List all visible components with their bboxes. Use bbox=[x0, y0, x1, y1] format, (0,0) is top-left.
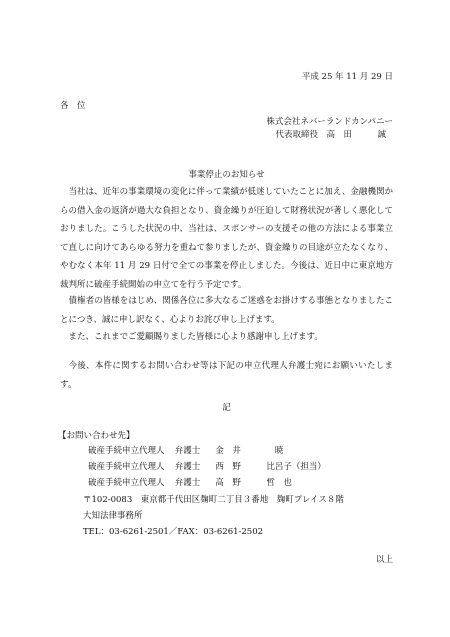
closing-mark: 以上 bbox=[375, 555, 393, 565]
document-title: 事業停止のお知らせ bbox=[188, 170, 265, 180]
attorney-row bbox=[88, 446, 283, 457]
attorney-name: 高 野 哲 也 bbox=[215, 478, 292, 488]
recipient: 各 位 bbox=[60, 101, 86, 111]
attorney-row bbox=[88, 478, 292, 489]
attorney-row bbox=[88, 462, 326, 473]
attorney-name: 西 野 比呂子（担当） bbox=[215, 462, 326, 472]
attorney-role: 破産手続申立代理人 bbox=[88, 462, 165, 472]
sender-representative: 代表取締役 高 田 誠 bbox=[275, 130, 386, 140]
attorney-title: 弁護士 bbox=[174, 462, 201, 472]
attorney-title: 弁護士 bbox=[174, 478, 201, 488]
sender-company: 株式会社ネバーランドカンパニー bbox=[266, 117, 393, 127]
contact-heading: 【お問い合わせ先】 bbox=[58, 431, 135, 441]
office-name: 大知法律事務所 bbox=[83, 511, 143, 521]
attorney-role: 破産手続申立代理人 bbox=[88, 446, 165, 456]
attorney-name: 金 井 暁 bbox=[215, 446, 284, 456]
body-paragraph-3: また、これまでご愛顧賜りました皆様に心より感謝申し上げます。 bbox=[68, 332, 323, 342]
body-paragraph-1: 当社は、近年の事業環境の変化に伴って業績が低迷していたことに加え、金融機関からの借入金の返済が過大な負担となり、資金繰りが圧迫して財務状況が著しく悪化しておりました。こうした状況の中、当社は、スポンサーの支援その他の方法による事業立て直しに向けてあらゆる努力を重ねて参りましたが、資金繰りの目途が立たなくなり、やむなく本年 11 月 29 日付で全ての事業を停止しました。今後は、近日中に東京地方裁判所に破産手続開始の申立てを行う予定です。 bbox=[60, 187, 393, 290]
body-paragraph-4: 今後、本件に関するお問い合わせ等は下記の申立代理人弁護士宛にお願いいたします。 bbox=[60, 361, 393, 390]
document-date: 平成 25 年 11 月 29 日 bbox=[301, 72, 393, 82]
body-paragraph-2: 債権者の皆様をはじめ、関係各位に多大なるご迷惑をお掛けする事態となりましたことにつき、誠に申し訳なく、心よりお詫び申し上げます。 bbox=[60, 296, 393, 325]
ki-marker: 記 bbox=[222, 403, 231, 413]
attorney-role: 破産手続申立代理人 bbox=[88, 478, 165, 488]
office-address: 〒102-0083 東京都千代田区麹町二丁目３番地 麹町プレイス８階 bbox=[83, 495, 344, 505]
office-phone-fax: TEL：03-6261-2501／FAX：03-6261-2502 bbox=[83, 527, 264, 537]
attorney-title: 弁護士 bbox=[174, 446, 201, 456]
